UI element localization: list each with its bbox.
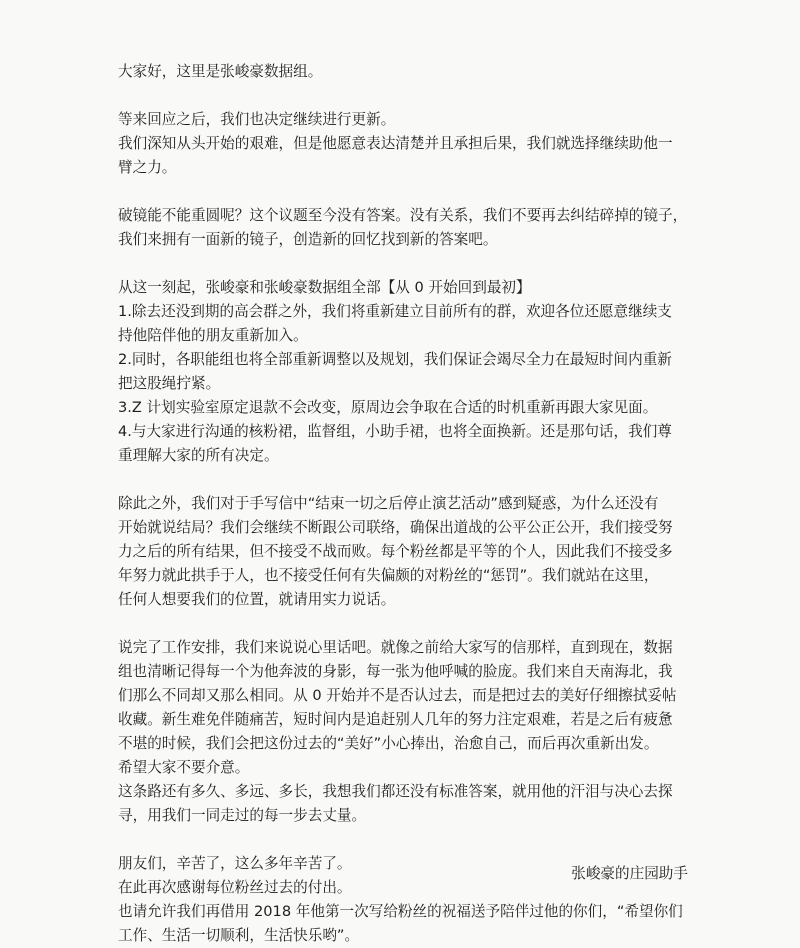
text-line: 寻，用我们一同走过的每一步去丈量。 [118,807,367,824]
text-line: 们那么不同却又那么相同。从 0 开始并不是否认过去，而是把过去的美好仔细擦拭妥帖 [118,687,677,704]
text-line: 我们深知从头开始的艰难，但是他愿意表达清楚并且承担后果，我们就选择继续助他一 [118,135,673,152]
text-line: 除此之外，我们对于手写信中“结束一切之后停止演艺活动”感到疑惑，为什么还没有 [118,495,659,512]
text-line: 不堪的时候，我们会把这份过去的“美好”小心捧出，治愈自己，而后再次重新出发。 [118,735,659,752]
text-line: 希望大家不要介意。 [118,759,250,776]
text-line: 也请允许我们再借用 2018 年他第一次写给粉丝的祝福送予陪伴过他的你们，“希望你们 [118,903,683,920]
text-line: 任何人想要我们的位置，就请用实力说话。 [118,591,396,608]
text-line: 等来回应之后，我们也决定继续进行更新。 [118,111,396,128]
text-line: 从这一刻起，张峻豪和张峻豪数据组全部【从 0 开始回到最初】 [118,279,531,296]
text-line: 在此再次感谢每位粉丝过去的付出。 [118,879,352,896]
paragraph-gap [118,180,700,204]
text-line: 把这股绳拧紧。 [118,375,221,392]
mirror-paragraph [118,204,700,252]
paragraph-gap [118,468,700,492]
text-line: 力之后的所有结果，但不接受不战而败。每个粉丝都是平等的个人，因此我们不接受多 [118,543,673,560]
text-line: 我们来拥有一面新的镜子，创造新的回忆找到新的答案吧。 [118,231,498,248]
text-line: 大家好，这里是张峻豪数据组。 [118,63,323,80]
text-line: 工作、生活一切顺利，生活快乐哟”。 [118,927,360,944]
text-line: 3.Z 计划实验室原定退款不会改变，原周边会争取在合适的时机重新再跟大家见面。 [118,399,658,416]
text-line: 组也清晰记得每一个为他奔波的身影，每一张为他呼喊的脸庞。我们来自天南海北，我 [118,663,673,680]
text-line: 持他陪伴他的朋友重新加入。 [118,327,308,344]
text-line: 说完了工作安排，我们来说说心里话吧。就像之前给大家写的信那样，直到现在，数据 [118,639,673,656]
text-line: 开始就说结局？我们会继续不断跟公司联络，确保出道战的公平公正公开，我们接受努 [118,519,673,536]
text-line: 臂之力。 [118,159,177,176]
text-line: 重理解大家的所有决定。 [118,447,279,464]
signature: 张峻豪的庄园助手 [571,865,688,882]
text-line: 年努力就此拱手于人，也不接受任何有失偏颇的对粉丝的“惩罚”。我们就站在这里， [118,567,659,584]
update-decision-paragraph [118,108,700,180]
text-line: 1.除去还没到期的高会群之外，我们将重新建立目前所有的群，欢迎各位还愿意继续支 [118,303,672,320]
paragraph-gap [118,828,700,852]
greeting-paragraph [118,60,700,84]
text-line: 收藏。新生难免伴随痛苦，短时间内是追赶别人几年的努力注定艰难，若是之后有疲惫 [118,711,673,728]
text-line: 朋友们，辛苦了，这么多年辛苦了。 [118,855,352,872]
text-line: 2.同时，各职能组也将全部重新调整以及规划，我们保证会竭尽全力在最短时间内重新 [118,351,672,368]
text-line: 破镜能不能重圆呢？这个议题至今没有答案。没有关系，我们不要再去纠结碎掉的镜子， [118,207,688,224]
concerns-paragraph [118,492,700,612]
heartfelt-paragraph [118,636,700,828]
restart-plan-paragraph [118,276,700,468]
paragraph-gap [118,252,700,276]
text-line: 4.与大家进行沟通的核粉裙，监督组，小助手裙，也将全面换新。还是那句话，我们尊 [118,423,672,440]
paragraph-gap [118,612,700,636]
paragraph-gap [118,84,700,108]
text-line: 这条路还有多久、多远、多长，我想我们都还没有标准答案，就用他的汗泪与决心去探 [118,783,673,800]
